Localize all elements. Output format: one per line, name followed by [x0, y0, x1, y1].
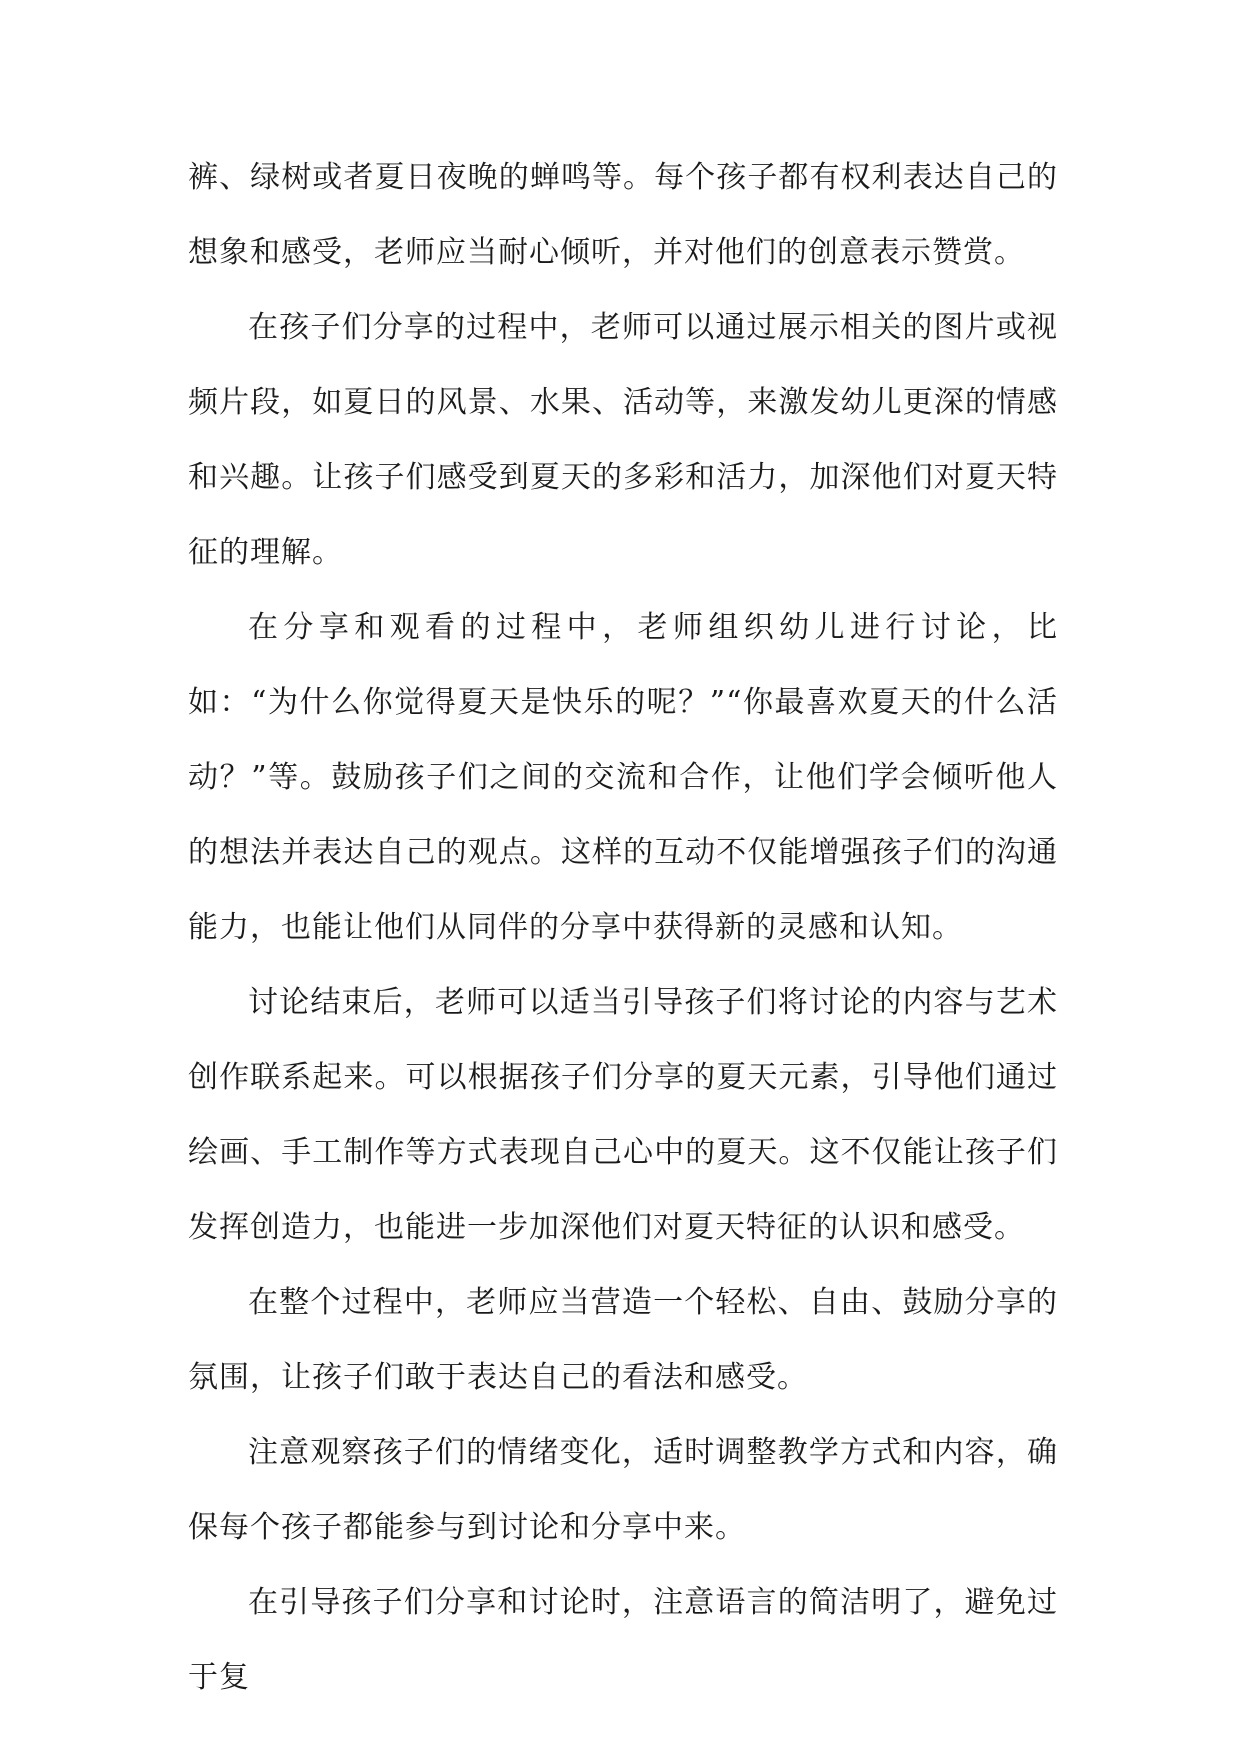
paragraph-7: 在引导孩子们分享和讨论时，注意语言的简洁明了，避免过于复 [188, 1585, 1058, 1695]
document-body [188, 140, 1058, 1715]
paragraph-2: 在孩子们分享的过程中，老师可以通过展示相关的图片或视频片段，如夏日的风景、水果、活动等，来激发幼儿更深的情感和兴趣。让孩子们感受到夏天的多彩和活力，加深他们对夏天特征的理解。 [188, 310, 1058, 570]
paragraph-1: 裤、绿树或者夏日夜晚的蝉鸣等。每个孩子都有权利表达自己的想象和感受，老师应当耐心倾听，并对他们的创意表示赞赏。 [188, 160, 1058, 270]
paragraph-4: 讨论结束后，老师可以适当引导孩子们将讨论的内容与艺术创作联系起来。可以根据孩子们分享的夏天元素，引导他们通过绘画、手工制作等方式表现自己心中的夏天。这不仅能让孩子们发挥创造力，也能进一步加深他们对夏天特征的认识和感受。 [188, 985, 1058, 1245]
paragraph-3: 在分享和观看的过程中，老师组织幼儿进行讨论，比如：“为什么你觉得夏天是快乐的呢？”“你最喜欢夏天的什么活动？”等。鼓励孩子们之间的交流和合作，让他们学会倾听他人的想法并表达自己的观点。这样的互动不仅能增强孩子们的沟通能力，也能让他们从同伴的分享中获得新的灵感和认知。 [188, 610, 1058, 945]
paragraph-5: 在整个过程中，老师应当营造一个轻松、自由、鼓励分享的氛围，让孩子们敢于表达自己的看法和感受。 [188, 1285, 1058, 1395]
paragraph-6: 注意观察孩子们的情绪变化，适时调整教学方式和内容，确保每个孩子都能参与到讨论和分享中来。 [188, 1435, 1058, 1545]
